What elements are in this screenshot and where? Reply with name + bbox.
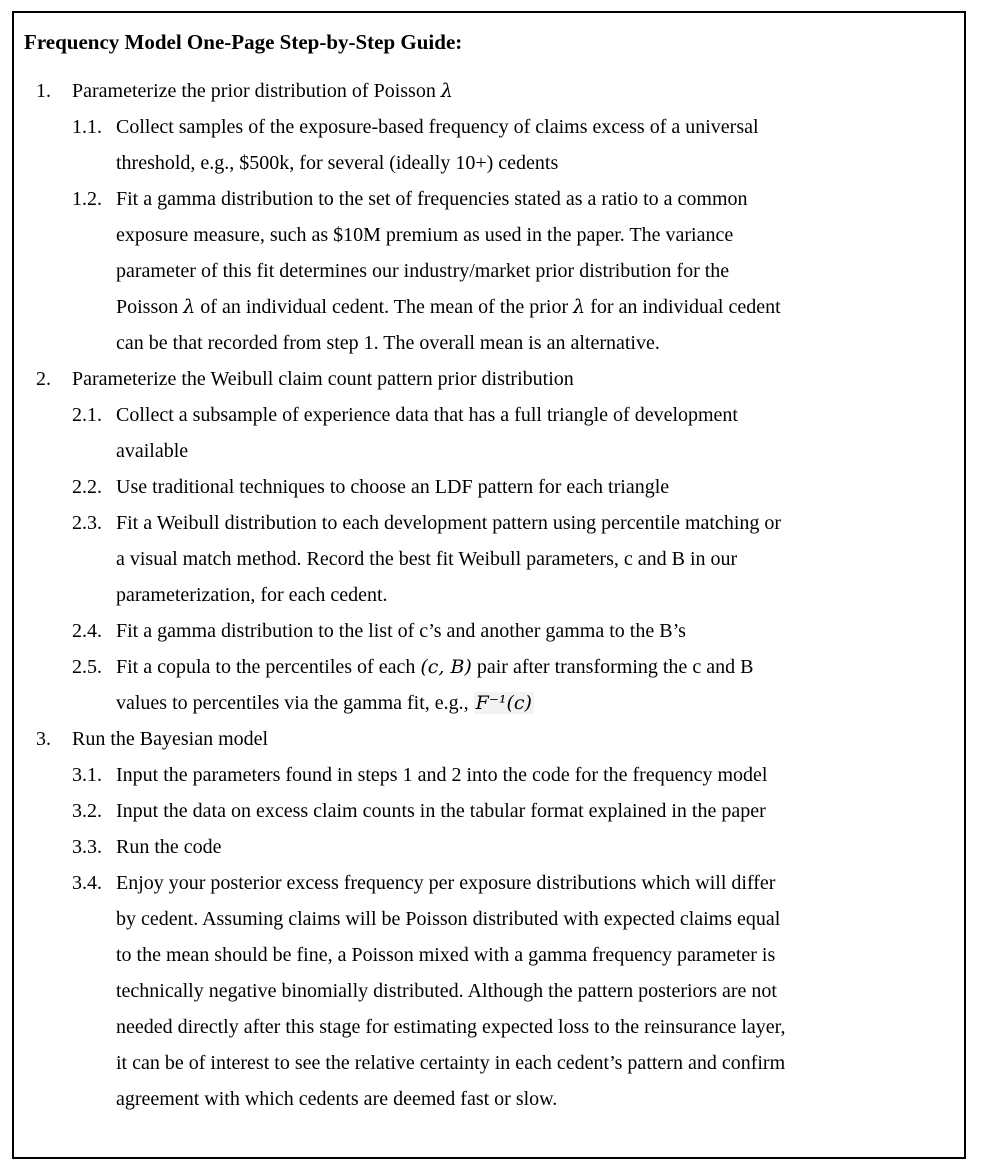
section-1-number: 1. bbox=[36, 80, 51, 102]
item-2-4-number: 2.4. bbox=[72, 620, 102, 642]
item-1-2-line-4 bbox=[116, 289, 781, 325]
item-1-2-line-4-c: for an individual cedent bbox=[585, 296, 781, 318]
section-3-heading: Run the Bayesian model bbox=[72, 728, 269, 750]
item-3-4-number: 3.4. bbox=[72, 872, 102, 894]
inverse-cdf-math: F⁻¹(c) bbox=[475, 692, 532, 714]
item-3-1-number: 3.1. bbox=[72, 764, 102, 786]
item-2-4-line-1: Fit a gamma distribution to the list of c’s and another gamma to the B’s bbox=[116, 620, 686, 642]
item-3-4-line-2: by cedent. Assuming claims will be Poisson distributed with expected claims equal bbox=[116, 908, 781, 930]
item-3-3-number: 3.3. bbox=[72, 836, 102, 858]
lambda-symbol: λ bbox=[573, 296, 586, 318]
item-2-3-line-1: Fit a Weibull distribution to each development pattern using percentile matching or bbox=[116, 512, 782, 534]
item-3-3-line-1: Run the code bbox=[116, 836, 222, 858]
item-2-5-number: 2.5. bbox=[72, 656, 102, 678]
item-1-2-line-1: Fit a gamma distribution to the set of frequencies stated as a ratio to a common bbox=[116, 188, 748, 210]
guide-title: Frequency Model One-Page Step-by-Step Guide: bbox=[24, 30, 463, 54]
item-2-5-line-1-b: pair after transforming the c and B bbox=[471, 656, 754, 678]
item-2-3-line-3: parameterization, for each cedent. bbox=[116, 584, 388, 606]
item-3-4-line-3: to the mean should be fine, a Poisson mixed with a gamma frequency parameter is bbox=[116, 944, 776, 966]
item-2-2-line-1: Use traditional techniques to choose an LDF pattern for each triangle bbox=[116, 476, 670, 498]
lambda-symbol: λ bbox=[440, 80, 453, 102]
section-3-number: 3. bbox=[36, 728, 51, 750]
item-1-2-line-3: parameter of this fit determines our industry/market prior distribution for the bbox=[116, 260, 730, 282]
item-2-1-line-1: Collect a subsample of experience data that has a full triangle of development bbox=[116, 404, 738, 426]
item-2-5-line-2 bbox=[116, 685, 534, 721]
item-2-3-number: 2.3. bbox=[72, 512, 102, 534]
item-3-2-number: 3.2. bbox=[72, 800, 102, 822]
item-3-2-line-1: Input the data on excess claim counts in the tabular format explained in the paper bbox=[116, 800, 766, 822]
item-1-2-line-2: exposure measure, such as $10M premium as used in the paper. The variance bbox=[116, 224, 734, 246]
item-1-2-line-5: can be that recorded from step 1. The overall mean is an alternative. bbox=[116, 332, 660, 354]
item-2-1-number: 2.1. bbox=[72, 404, 102, 426]
item-3-4-line-4: technically negative binomially distributed. Although the pattern posteriors are not bbox=[116, 980, 777, 1002]
item-2-5-line-1-a: Fit a copula to the percentiles of each bbox=[116, 656, 421, 678]
item-3-1-line-1: Input the parameters found in steps 1 and 2 into the code for the frequency model bbox=[116, 764, 768, 786]
item-2-5-line-1 bbox=[116, 649, 753, 685]
item-1-2-line-4-a: Poisson bbox=[116, 296, 184, 318]
item-1-1-line-2: threshold, e.g., $500k, for several (ideally 10+) cedents bbox=[116, 152, 559, 174]
item-1-2-line-4-b: of an individual cedent. The mean of the prior bbox=[195, 296, 574, 318]
item-2-5-line-2-a: values to percentiles via the gamma fit, e.g., bbox=[116, 692, 474, 714]
item-2-2-number: 2.2. bbox=[72, 476, 102, 498]
section-2-number: 2. bbox=[36, 368, 51, 390]
section-1-text: Parameterize the prior distribution of Poisson bbox=[72, 80, 441, 102]
item-1-1-number: 1.1. bbox=[72, 116, 102, 138]
item-1-1-line-1: Collect samples of the exposure-based frequency of claims excess of a universal bbox=[116, 116, 759, 138]
item-3-4-line-1: Enjoy your posterior excess frequency per exposure distributions which will differ bbox=[116, 872, 776, 894]
item-2-1-line-2: available bbox=[116, 440, 189, 462]
section-1-heading bbox=[72, 73, 453, 109]
section-2-heading: Parameterize the Weibull claim count pattern prior distribution bbox=[72, 368, 574, 390]
lambda-symbol: λ bbox=[183, 296, 196, 318]
item-3-4-line-6: it can be of interest to see the relative certainty in each cedent’s pattern and confirm bbox=[116, 1052, 786, 1074]
item-3-4-line-5: needed directly after this stage for estimating expected loss to the reinsurance layer, bbox=[116, 1016, 786, 1038]
item-2-3-line-2: a visual match method. Record the best fit Weibull parameters, c and B in our bbox=[116, 548, 738, 570]
item-3-4-line-7: agreement with which cedents are deemed fast or slow. bbox=[116, 1088, 558, 1110]
item-1-2-number: 1.2. bbox=[72, 188, 102, 210]
c-b-pair-math: (c, B) bbox=[420, 656, 472, 678]
